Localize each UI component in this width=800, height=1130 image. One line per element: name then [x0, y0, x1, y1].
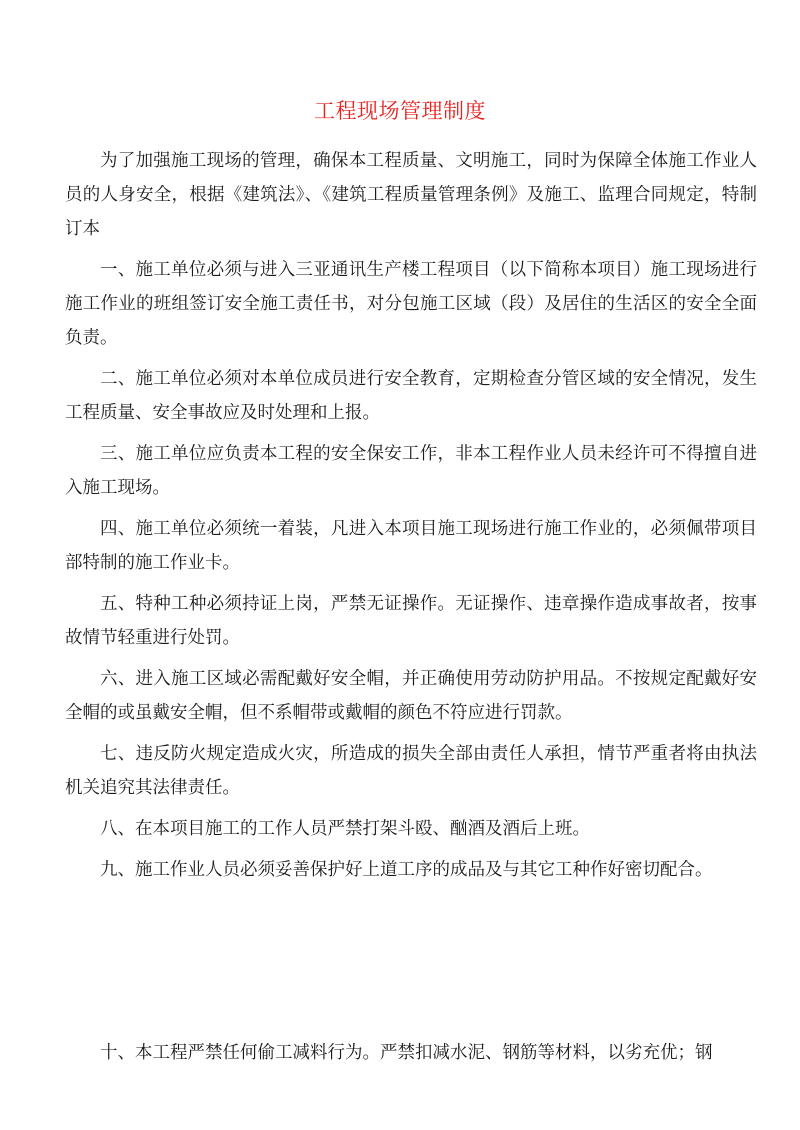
clause-4: 四、施工单位必须统一着装，凡进入本项目施工现场进行施工作业的，必须佩带项目部特制的施工作业卡。	[65, 519, 757, 573]
clause-7: 七、违反防火规定造成火灾，所造成的损失全部由责任人承担，情节严重者将由执法机关追究其法律责任。	[65, 744, 757, 798]
clause-9: 九、施工作业人员必须妥善保护好上道工序的成品及与其它工种作好密切配合。	[100, 860, 713, 880]
document-body	[65, 144, 757, 894]
clause-10: 十、本工程严禁任何偷工减料行为。严禁扣减水泥、钢筋等材料，以劣充优；钢	[100, 1043, 713, 1063]
clause-3: 三、施工单位应负责本工程的安全保安工作，非本工程作业人员未经许可不得擅自进入施工现场。	[65, 444, 757, 498]
clause-5: 五、特种工种必须持证上岗，严禁无证操作。无证操作、违章操作造成事故者，按事故情节轻重进行处罚。	[65, 594, 757, 648]
clause-6: 六、进入施工区域必需配戴好安全帽，并正确使用劳动防护用品。不按规定配戴好安全帽的或虽戴安全帽，但不系帽带或戴帽的颜色不符应进行罚款。	[65, 669, 757, 723]
document-title: 工程现场管理制度	[314, 99, 486, 123]
clause-2: 二、施工单位必须对本单位成员进行安全教育，定期检查分管区域的安全情况，发生工程质量、安全事故应及时处理和上报。	[65, 369, 757, 423]
clause-8: 八、在本项目施工的工作人员严禁打架斗殴、酗酒及酒后上班。	[100, 819, 590, 839]
clause-1: 一、施工单位必须与进入三亚通讯生产楼工程项目（以下简称本项目）施工现场进行施工作业的班组签订安全施工责任书，对分包施工区域（段）及居住的生活区的安全全面负责。	[65, 260, 757, 348]
intro-paragraph: 为了加强施工现场的管理，确保本工程质量、文明施工，同时为保障全体施工作业人员的人身安全，根据《建筑法》、《建筑工程质量管理条例》及施工、监理合同规定，特制订本	[65, 151, 757, 239]
